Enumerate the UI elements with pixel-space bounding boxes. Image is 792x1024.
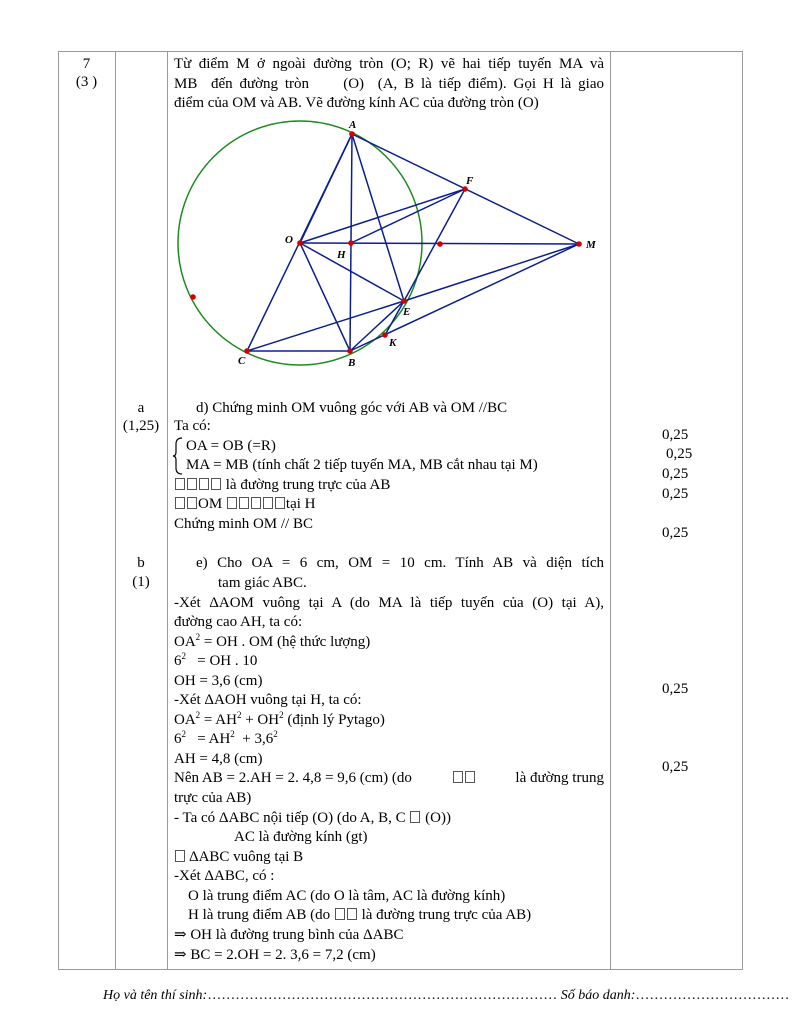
part-b-line-trung-binh: ⇒ OH là đường trung bình của ΔABC xyxy=(174,927,404,943)
part-a-label: a xyxy=(137,400,145,416)
footer-id-field[interactable]: …………………………… xyxy=(635,988,790,1003)
point-e xyxy=(401,298,407,304)
point-i xyxy=(437,241,443,247)
missing-glyph-icon xyxy=(410,811,420,823)
part-a-trung-truc-text: là đường trung trực của AB xyxy=(222,477,391,493)
part-b-title-2: tam giác ABC. xyxy=(218,575,307,591)
footer xyxy=(103,988,789,1004)
label-e: E xyxy=(403,306,411,318)
missing-glyph-icon xyxy=(175,850,185,862)
point-c xyxy=(244,348,250,354)
part-a-line-oa-ob: OA = OB (=R) xyxy=(186,438,276,454)
point-m xyxy=(576,241,582,247)
part-b-title-1: e) Cho OA = 6 cm, OM = 10 cm. Tính AB và diện tích xyxy=(196,555,604,571)
part-b-line-o-trung-diem: O là trung điểm AC (do O là tâm, AC là đường kính) xyxy=(188,888,506,904)
table-border-right xyxy=(742,51,743,970)
segment-hf xyxy=(351,189,465,243)
table-bottom-border xyxy=(58,969,743,970)
question-number: 7 xyxy=(82,56,91,72)
label-b: B xyxy=(348,357,356,369)
intro-line-1: Từ điểm M ở ngoài đường tròn (O; R) vẽ hai tiếp tuyến MA và xyxy=(174,56,604,72)
part-b-line-h-trung-diem: H là trung điểm AB (do là đường trung trực của AB) xyxy=(188,907,532,923)
label-h: H xyxy=(337,249,346,261)
missing-glyph-icon xyxy=(239,497,249,509)
part-b-points: (1) xyxy=(132,574,150,590)
table-border-col4 xyxy=(610,51,611,970)
point-f xyxy=(462,186,468,192)
table-border-col3 xyxy=(167,51,168,970)
missing-glyph-icon xyxy=(335,908,345,920)
label-o: O xyxy=(285,234,293,246)
part-b-line-noi-tiep: - Ta có ΔABC nội tiếp (O) (do A, B, C (O)) xyxy=(174,810,451,826)
table-border-left xyxy=(58,51,59,970)
part-b-line-pytago: $OA^2 = AH^2 + OH^2$ (định lý Pytago) xyxy=(174,710,385,728)
part-b-line-ab-value: Nên AB = 2.AH = 2. 4,8 = 9,6 (cm) (do là đường trung xyxy=(174,770,604,786)
part-a-line-trung-truc xyxy=(174,475,390,495)
missing-glyph-icon xyxy=(227,497,237,509)
question-points: (3 ) xyxy=(75,74,98,90)
part-a-line-taco: Ta có: xyxy=(174,418,211,434)
geometry-figure xyxy=(170,115,610,375)
point-b xyxy=(347,348,353,354)
footer-name-label: Họ và tên thí sinh: xyxy=(103,988,208,1003)
point-k xyxy=(382,332,388,338)
part-a-line-om-tai-h xyxy=(174,494,316,514)
missing-glyph-icon xyxy=(187,478,197,490)
missing-glyph-icon xyxy=(211,478,221,490)
missing-glyph-icon xyxy=(347,908,357,920)
part-b-line-6-oh: $6^2$ = OH . 10 xyxy=(174,651,258,669)
missing-glyph-icon xyxy=(263,497,273,509)
table-top-border xyxy=(58,51,743,52)
missing-glyph-icon xyxy=(187,497,197,509)
part-b-line-xet-aoh: -Xét ΔAOH vuông tại H, ta có: xyxy=(174,692,362,708)
missing-glyph-icon xyxy=(251,497,261,509)
table-border-col2 xyxy=(115,51,116,970)
part-b-score-1: 0,25 xyxy=(662,681,689,697)
part-a-score-1: 0,25 xyxy=(662,427,689,443)
footer-name-field[interactable]: ………………………………………………………………… xyxy=(207,988,558,1003)
segment-oa xyxy=(300,134,352,243)
intro-line-3: điểm của OM và AB. Vẽ đường kính AC của đường tròn (O) xyxy=(174,95,539,111)
missing-glyph-icon xyxy=(275,497,285,509)
brace-icon xyxy=(172,436,184,476)
part-a-score-4: 0,25 xyxy=(662,486,689,502)
label-m: M xyxy=(586,239,596,251)
part-b-line-6-ah: $6^2 = AH^2 + 3,6^2$ xyxy=(174,729,278,747)
part-b-line-duong-kinh: AC là đường kính (gt) xyxy=(234,829,368,845)
point-a xyxy=(349,131,355,137)
point-o xyxy=(297,240,303,246)
part-b-line-he-thuc: $OA^2$ = OH . OM (hệ thức lượng) xyxy=(174,632,371,650)
part-b-line-bc-value: ⇒ BC = 2.OH = 2. 3,6 = 7,2 (cm) xyxy=(174,947,376,963)
part-a-score-5: 0,25 xyxy=(662,525,689,541)
part-b-line-xet-aom: -Xét ΔAOM vuông tại A (do MA là tiếp tuyến của (O) tại A), xyxy=(174,595,604,611)
point-h xyxy=(348,240,354,246)
label-a: A xyxy=(349,119,357,131)
part-a-line-om-bc: Chứng minh OM // BC xyxy=(174,516,313,532)
missing-glyph-icon xyxy=(199,478,209,490)
part-a-score-3: 0,25 xyxy=(662,466,689,482)
intro-line-2: MB đến đường tròn (O) (A, B là tiếp điểm). Gọi H là giao xyxy=(174,76,604,92)
footer-id-label: Số báo danh: xyxy=(560,988,636,1003)
part-b-line-vuong-tai-b: ΔABC vuông tại B xyxy=(174,847,303,867)
missing-glyph-icon xyxy=(175,497,185,509)
part-b-line-ah-value: AH = 4,8 (cm) xyxy=(174,751,263,767)
label-f: F xyxy=(466,175,474,187)
point-left xyxy=(190,294,196,300)
part-a-points: (1,25) xyxy=(122,418,160,434)
part-b-line-oh-value: OH = 3,6 (cm) xyxy=(174,673,263,689)
part-b-line-duong-cao: đường cao AH, ta có: xyxy=(174,614,303,630)
label-k: K xyxy=(389,337,397,349)
missing-glyph-icon xyxy=(453,771,463,783)
part-b-line-truc-ab: trực của AB) xyxy=(174,790,252,806)
label-c: C xyxy=(238,355,246,367)
part-a-line-ma-mb: MA = MB (tính chất 2 tiếp tuyến MA, MB cắt nhau tại M) xyxy=(186,457,538,473)
missing-glyph-icon xyxy=(465,771,475,783)
segment-ce xyxy=(247,301,404,351)
part-a-title: d) Chứng minh OM vuông góc với AB và OM //BC xyxy=(196,400,508,416)
part-b-score-2: 0,25 xyxy=(662,759,689,775)
part-a-om-text: OM xyxy=(198,496,226,512)
part-a-tai-h-text: tại H xyxy=(285,496,316,512)
part-b-label: b xyxy=(137,555,145,571)
part-a-score-2: 0,25 xyxy=(666,446,693,462)
missing-glyph-icon xyxy=(175,478,185,490)
part-b-line-xet-abc: -Xét ΔABC, có : xyxy=(174,868,275,884)
